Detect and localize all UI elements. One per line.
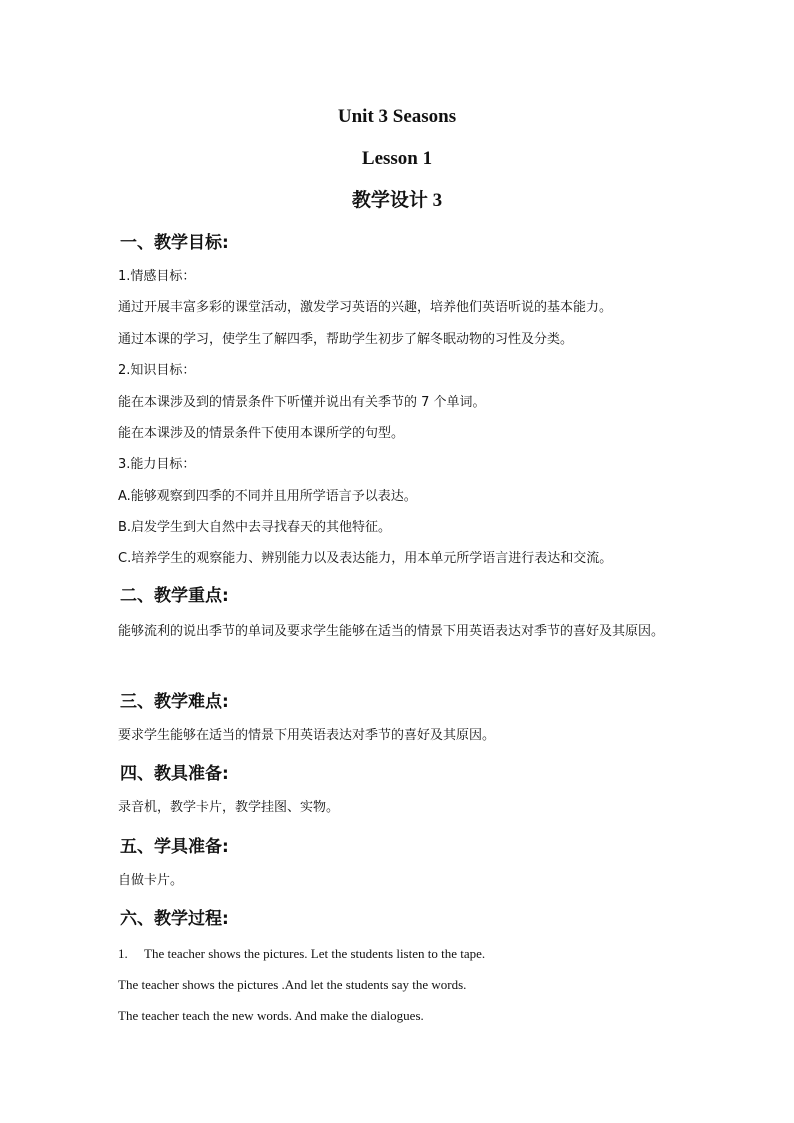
knowledge-goal-label: 2.知识目标： [118,363,196,378]
section-heading-objectives: 一、教学目标: [120,233,229,253]
key-points-text: 能够流利的说出季节的单词及要求学生能够在适当的情景下用英语表达对季节的喜好及其原因。 [118,624,665,639]
ability-goal-b: B.启发学生到大自然中去寻找春天的其他特征。 [118,520,392,535]
emotion-goal-label: 1.情感目标： [118,269,196,284]
process-step-number: 1. [118,946,128,961]
section-heading-learning-aids: 五、学具准备: [120,837,229,857]
process-step-3: The teacher teach the new words. And make the dialogues. [118,1008,424,1023]
emotion-goal-text-1: 通过开展丰富多彩的课堂活动，激发学习英语的兴趣，培养他们英语听说的基本能力。 [118,300,613,315]
section-heading-difficulties: 三、教学难点: [120,692,229,712]
difficulties-text: 要求学生能够在适当的情景下用英语表达对季节的喜好及其原因。 [118,728,496,743]
learning-aids-text: 自做卡片。 [118,873,184,888]
process-step-1 [118,945,485,963]
unit-title: Unit 3 Seasons [337,106,457,127]
emotion-goal-text-2: 通过本课的学习，使学生了解四季，帮助学生初步了解冬眠动物的习性及分类。 [118,332,574,347]
knowledge-goal-text-1: 能在本课涉及到的情景条件下听懂并说出有关季节的 7 个单词。 [118,395,486,410]
ability-goal-label: 3.能力目标： [118,457,196,472]
design-title: 教学设计 3 [351,190,443,211]
ability-goal-c: C.培养学生的观察能力、辨别能力以及表达能力，用本单元所学语言进行表达和交流。 [118,551,613,566]
lesson-title: Lesson 1 [361,148,433,169]
teaching-aids-text: 录音机，教学卡片，教学挂图、实物。 [118,800,340,815]
process-step-1-text: The teacher shows the pictures. Let the students listen to the tape. [144,946,486,961]
process-step-2: The teacher shows the pictures .And let the students say the words. [118,977,467,992]
section-heading-process: 六、教学过程: [120,909,229,929]
section-heading-key-points: 二、教学重点: [120,586,229,606]
section-heading-teaching-aids: 四、教具准备: [120,764,229,784]
ability-goal-a: A.能够观察到四季的不同并且用所学语言予以表达。 [118,489,417,504]
knowledge-goal-text-2: 能在本课涉及的情景条件下使用本课所学的句型。 [118,426,405,441]
